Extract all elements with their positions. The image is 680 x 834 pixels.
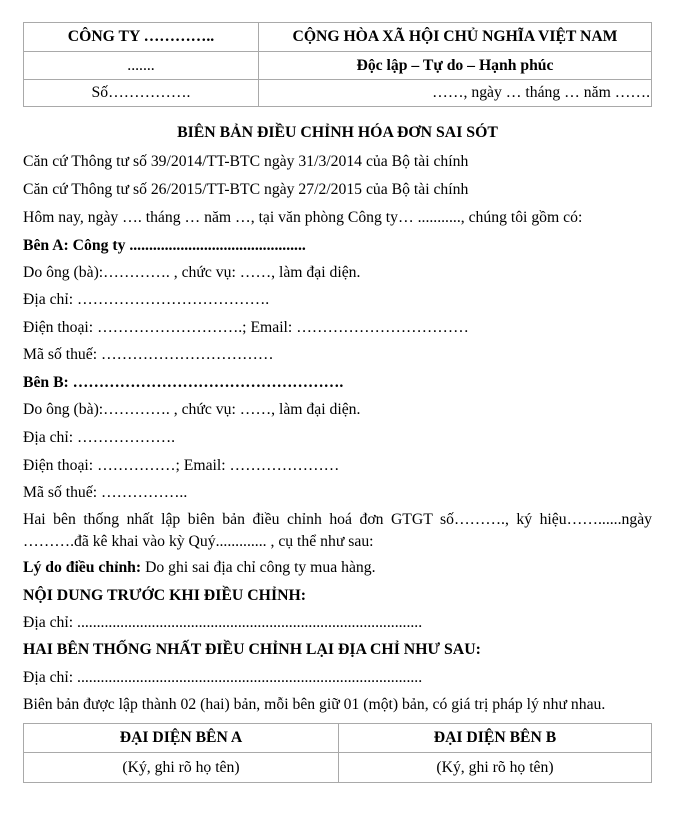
document-number-cell: Số……………. [24,80,259,106]
party-b-signature-label: ĐẠI DIỆN BÊN B [339,724,651,753]
party-b-heading: Bên B: ……………………………………………. [23,374,344,391]
party-b-signature-note: (Ký, ghi rõ họ tên) [436,758,554,776]
party-a-signature-label: ĐẠI DIỆN BÊN A [24,724,339,753]
party-a-representative: Do ông (bà):…………. , chức vụ: ……, làm đại diện. [23,264,361,281]
header-table [23,22,652,107]
intro-text: Hôm nay, ngày …. tháng … năm …, tại văn phòng Công ty… ..........., chúng tôi gồm có: [23,209,583,226]
agreement-line-2: ……….đã kê khai vào kỳ Quý............. , cụ thể như sau: [23,533,374,550]
adjustment-reason [23,558,376,578]
after-address: Địa chỉ: ........................................................................................ [23,669,423,686]
reason-text: Do ghi sai địa chỉ công ty mua hàng. [145,559,376,576]
before-address: Địa chỉ: ........................................................................................ [23,614,423,631]
agreement-line-1: Hai bên thống nhất lập biên bản điều chỉnh hoá đơn GTGT số………., ký hiệu……......ngày [23,511,652,528]
place-date-cell: ……, ngày … tháng … năm ……. [432,84,650,101]
before-section-heading: NỘI DUNG TRƯỚC KHI ĐIỀU CHỈNH: [23,587,307,604]
party-a-tax-code: Mã số thuế: …………………………… [23,346,274,363]
party-a-address: Địa chỉ: ………………………………. [23,291,270,308]
reason-label: Lý do điều chỉnh: [23,559,142,576]
party-b-contact: Điện thoại: ……………; Email: ………………… [23,457,340,474]
party-b-representative: Do ông (bà):…………. , chức vụ: ……, làm đại diện. [23,401,361,418]
party-a-signature-note: (Ký, ghi rõ họ tên) [24,753,339,782]
company-name-cell: CÔNG TY ………….. [24,23,259,52]
legal-basis-1: Căn cứ Thông tư số 39/2014/TT-BTC ngày 31/3/2014 của Bộ tài chính [23,153,469,170]
document-title: BIÊN BẢN ĐIỀU CHỈNH HÓA ĐƠN SAI SÓT [177,124,498,141]
party-b-address: Địa chỉ: ………………. [23,429,176,446]
closing-statement: Biên bản được lập thành 02 (hai) bản, mỗi bên giữ 01 (một) bản, có giá trị pháp lý như nhau. [23,696,606,713]
national-motto-cell: Độc lập – Tự do – Hạnh phúc [259,52,651,80]
legal-basis-2: Căn cứ Thông tư số 26/2015/TT-BTC ngày 27/2/2015 của Bộ tài chính [23,181,469,198]
party-a-heading: Bên A: Công ty ............................................. [23,237,306,254]
signature-table [23,723,652,783]
company-code-cell: ....... [24,52,259,80]
party-a-contact: Điện thoại: ……………………….; Email: …………………………… [23,319,469,336]
party-b-tax-code: Mã số thuế: …………….. [23,484,188,501]
after-section-heading: HAI BÊN THỐNG NHẤT ĐIỀU CHỈNH LẠI ĐỊA CHỈ NHƯ SAU: [23,641,481,658]
national-title-cell: CỘNG HÒA XÃ HỘI CHỦ NGHĨA VIỆT NAM [259,23,651,52]
